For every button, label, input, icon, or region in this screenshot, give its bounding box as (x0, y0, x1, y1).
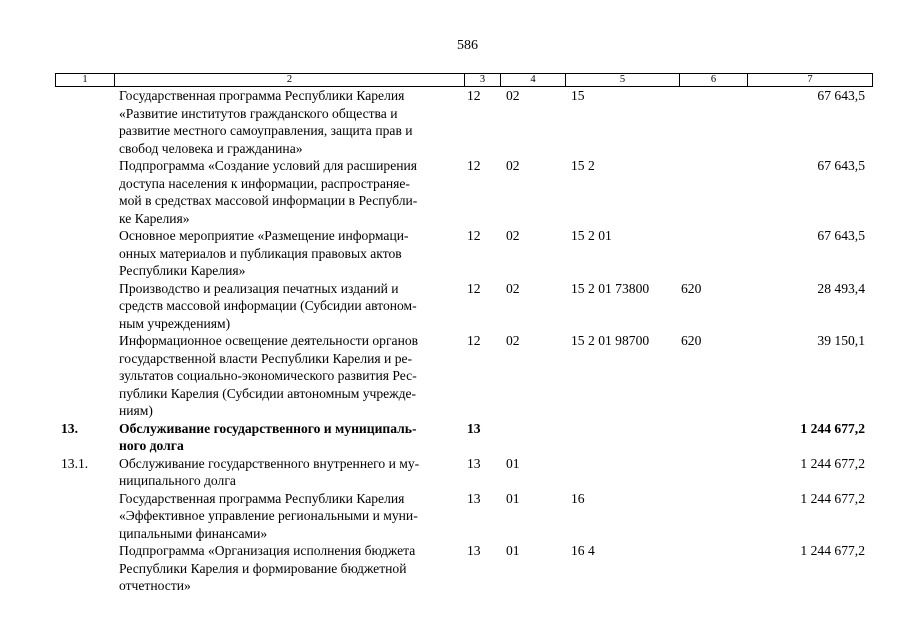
table-row (55, 490, 881, 543)
table-row (55, 542, 881, 595)
row-number (55, 490, 114, 543)
row-name (114, 542, 464, 595)
row-expense-type (679, 542, 747, 595)
row-expense-type (679, 87, 747, 157)
row-name (114, 157, 464, 227)
row-subsection-code: 02 (506, 88, 520, 103)
row-name-line: Подпрограмма «Организация исполнения бюджета (119, 543, 416, 558)
row-number (55, 157, 114, 227)
header-col-7: 7 (807, 74, 813, 85)
row-target-code: 15 2 01 73800 (571, 280, 650, 296)
row-name-line: государственной власти Республики Карелия и ре- (119, 350, 413, 366)
row-section-code: 13 (467, 490, 481, 506)
row-name-line: «Эффективное управление региональными и муни- (119, 508, 418, 523)
row-subsection-code: 02 (506, 280, 520, 296)
row-section-code: 12 (467, 280, 481, 296)
header-col-6: 6 (680, 74, 748, 86)
row-expense-type: 620 (681, 333, 702, 348)
row-name-line: Обслуживание государственного и муниципаль- (119, 420, 417, 436)
row-name-line: ке Карелия» (119, 210, 190, 226)
row-number: 13.1. (61, 455, 89, 471)
row-section-code: 13 (467, 420, 481, 436)
row-name-line: ным учреждениям) (119, 315, 231, 331)
row-expense-type (679, 420, 747, 455)
row-name-line: отчетности» (119, 578, 191, 593)
row-target-code: 15 2 01 (571, 228, 612, 243)
row-name-line: Основное мероприятие «Размещение информаци- (119, 228, 409, 243)
row-name-line: мой в средствах массовой информации в Республи- (119, 193, 418, 208)
row-name-line: Обслуживание государственного внутреннего и му- (119, 455, 420, 471)
table-row (55, 420, 881, 455)
row-amount: 67 643,5 (817, 158, 865, 173)
row-target-code (565, 420, 679, 455)
row-expense-type: 620 (681, 280, 702, 296)
row-name-line: ципальными финансами» (119, 525, 268, 541)
row-name-line: ного долга (119, 438, 184, 453)
row-name-line: ниям) (119, 403, 153, 418)
header-col-2: 2 (115, 74, 465, 86)
row-name (114, 227, 464, 280)
row-name (114, 420, 464, 455)
row-amount: 67 643,5 (817, 88, 865, 103)
row-subsection-code: 02 (506, 158, 520, 173)
header-col-3: 3 (465, 74, 501, 86)
row-number (55, 227, 114, 280)
row-name-line: доступа населения к информации, распространяе- (119, 175, 410, 191)
row-name (114, 455, 464, 490)
row-number: 13. (61, 420, 78, 436)
row-target-code: 16 4 (571, 543, 595, 558)
row-section-code: 12 (467, 228, 481, 243)
table-body (55, 87, 881, 595)
row-subsection-code: 01 (506, 543, 520, 558)
row-section-code: 13 (467, 455, 481, 471)
row-name-line: Республики Карелия и формирование бюджетной (119, 560, 407, 576)
table-row (55, 332, 881, 420)
row-target-code: 16 (571, 490, 585, 506)
row-name (114, 490, 464, 543)
row-number (55, 87, 114, 157)
page-number: 586 (457, 38, 478, 53)
row-subsection-code: 02 (506, 228, 520, 243)
row-target-code: 15 2 (571, 158, 595, 173)
table-row (55, 455, 881, 490)
row-subsection-code: 01 (506, 490, 520, 506)
row-name-line: Государственная программа Республики Карелия (119, 490, 405, 506)
row-expense-type (679, 455, 747, 490)
row-target-code: 15 (571, 88, 585, 103)
row-number (55, 332, 114, 420)
row-section-code: 13 (467, 543, 481, 558)
table-row (55, 87, 881, 157)
row-name-line: зультатов социально-экономического развития Рес- (119, 368, 417, 383)
table-row (55, 227, 881, 280)
table-row (55, 157, 881, 227)
row-name-line: Производство и реализация печатных изданий и (119, 280, 399, 296)
row-name-line: Информационное освещение деятельности органов (119, 333, 419, 348)
row-amount: 1 244 677,2 (800, 420, 865, 436)
row-name-line: Республики Карелия» (119, 263, 246, 278)
row-amount: 1 244 677,2 (800, 543, 865, 558)
row-section-code: 12 (467, 158, 481, 173)
row-amount: 67 643,5 (817, 228, 865, 243)
row-name-line: ниципального долга (119, 473, 236, 488)
row-expense-type (679, 157, 747, 227)
row-subsection-code: 01 (506, 455, 520, 471)
row-name (114, 87, 464, 157)
row-name (114, 280, 464, 333)
header-col-1: 1 (56, 74, 115, 86)
row-name-line: Государственная программа Республики Карелия (119, 88, 405, 103)
row-section-code: 12 (467, 88, 481, 103)
row-number (55, 542, 114, 595)
row-name-line: развитие местного самоуправления, защита прав и (119, 123, 413, 138)
row-name-line: онных материалов и публикация правовых актов (119, 245, 402, 261)
row-name (114, 332, 464, 420)
row-name-line: «Развитие институтов гражданского общества и (119, 105, 398, 121)
row-amount: 28 493,4 (817, 280, 865, 296)
row-expense-type (679, 227, 747, 280)
row-section-code: 12 (467, 333, 481, 348)
row-amount: 1 244 677,2 (800, 490, 865, 506)
header-col-4: 4 (501, 74, 566, 86)
row-amount: 1 244 677,2 (800, 455, 865, 471)
row-subsection-code: 02 (506, 333, 520, 348)
header-col-5: 5 (566, 74, 680, 86)
row-name-line: Подпрограмма «Создание условий для расширения (119, 158, 418, 173)
table-header (55, 73, 873, 87)
row-name-line: публики Карелия (Субсидии автономным учрежде- (119, 385, 417, 401)
row-amount: 39 150,1 (817, 333, 865, 348)
row-target-code (565, 455, 679, 490)
row-target-code: 15 2 01 98700 (571, 333, 650, 348)
table-row (55, 280, 881, 333)
row-subsection-code (500, 420, 565, 455)
row-expense-type (679, 490, 747, 543)
row-name-line: средств массовой информации (Субсидии автоном- (119, 298, 417, 313)
row-number (55, 280, 114, 333)
row-name-line: свобод человека и гражданина» (119, 140, 303, 156)
